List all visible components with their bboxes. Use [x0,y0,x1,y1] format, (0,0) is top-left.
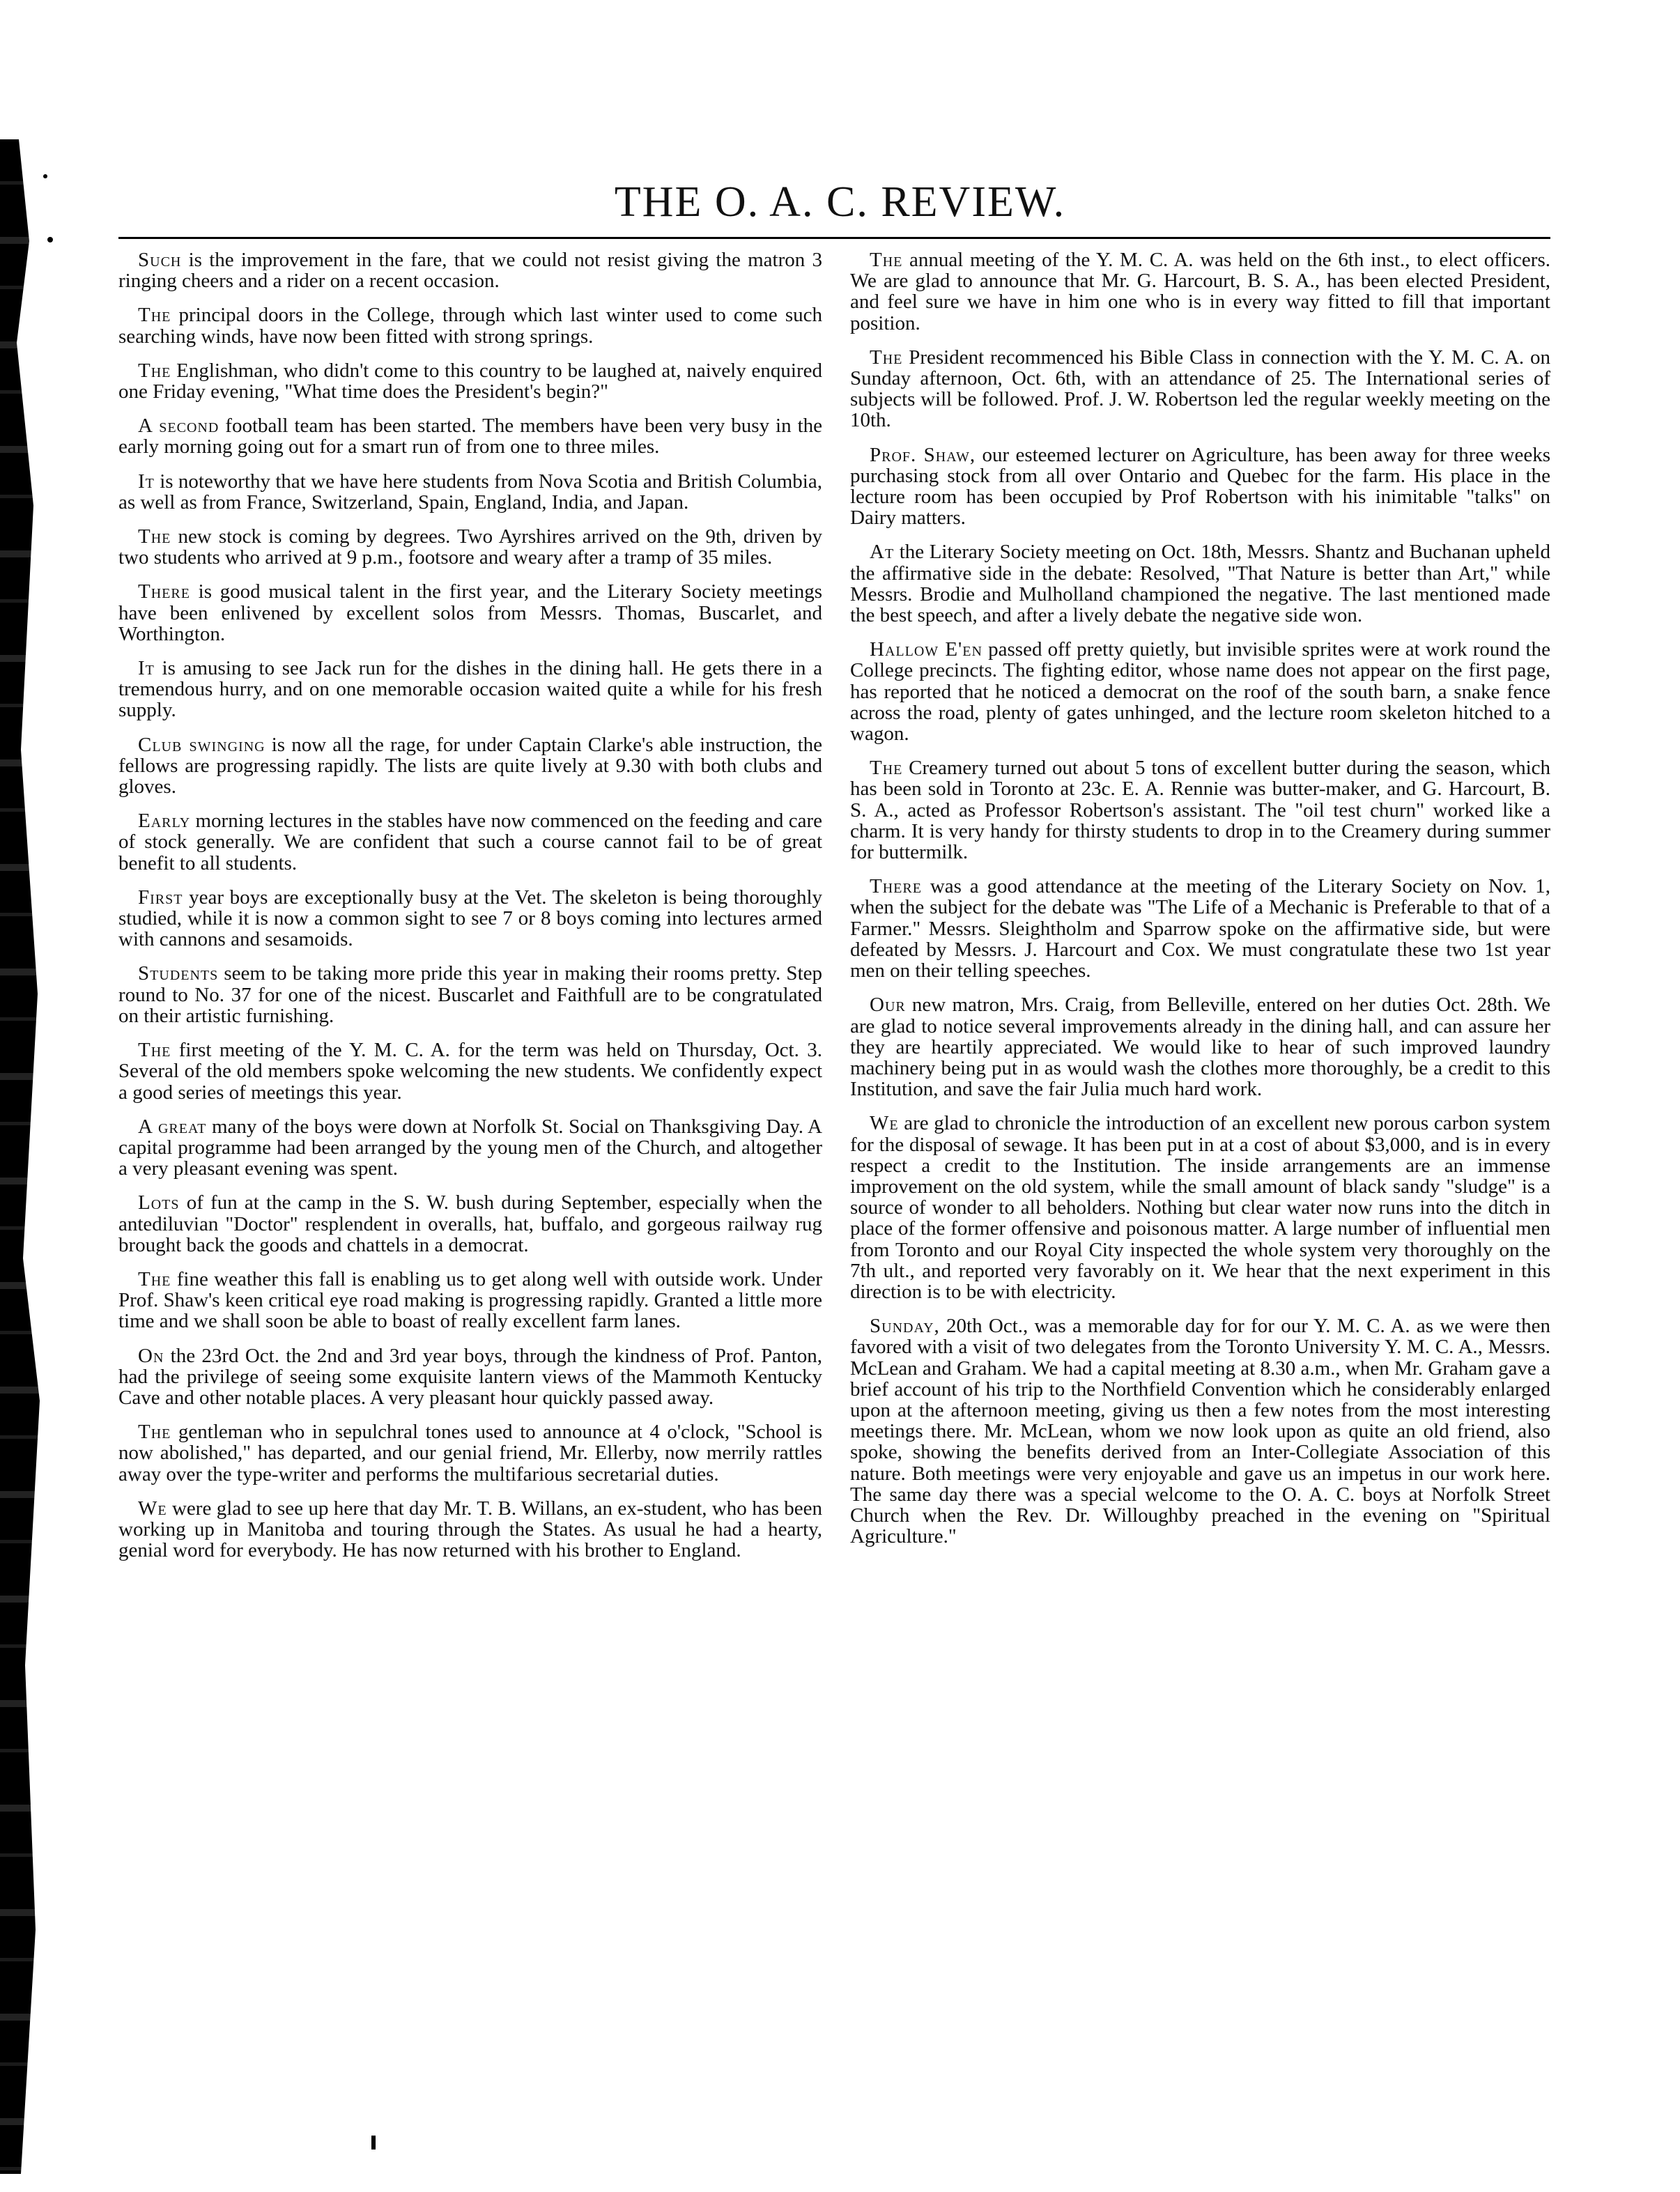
article-paragraph [118,1040,822,1103]
paragraph-text: fine weather this fall is enabling us to get along well with outside work. Under Prof. Shaw's keen critical eye road making is progressing rapidly. Granted a little more time and we shall soon be able to boast of really excellent farm lanes. [118,1267,822,1333]
article-paragraph [850,876,1550,981]
paragraph-lead: The [870,249,903,271]
paragraph-lead: A great [138,1115,207,1138]
paragraph-lead: We [870,1112,899,1135]
article-paragraph [118,1421,822,1485]
article-paragraph [118,887,822,950]
paragraph-lead: On [138,1344,164,1367]
article-paragraph [850,249,1550,334]
paragraph-lead: The [138,359,171,382]
paragraph-lead: There [138,580,190,603]
article-paragraph [118,1192,822,1256]
article-paragraph [118,1345,822,1409]
scan-binding-edge [0,139,42,2174]
paragraph-lead: Club swinging [138,733,265,756]
article-paragraph [118,658,822,721]
paragraph-text: is now all the rage, for under Captain Clarke's able instruction, the fellows are progressing rapidly. The lists are quite lively at 9.30 with both clubs and gloves. [118,733,822,798]
paragraph-text: was a good attendance at the meeting of the Literary Society on Nov. 1, when the subject for the debate was "The Life of a Mechanic is Preferable to that of a Farmer." Messrs. Sleightholm and Sparrow spoke on the affirmative side, but were defeated by Messrs. J. Harcourt and Cox. We must congratulate these two 1st year men on their telling speeches. [850,875,1550,982]
paragraph-text: annual meeting of the Y. M. C. A. was held on the 6th inst., to elect officers. We are glad to announce that Mr. G. Harcourt, B. S. A., has been elected President, and feel sure we have in him one who is in every way fitted to fill that important position. [850,249,1550,334]
paragraph-text: Englishman, who didn't come to this country to be laughed at, naively enquired one Friday evening, "What time does the President's begin?" [118,359,822,403]
article-paragraph [118,304,822,346]
right-column [850,249,1550,1560]
article-paragraph [118,1269,822,1332]
article-paragraph [850,1315,1550,1547]
paragraph-text: new matron, Mrs. Craig, from Belleville, entered on her duties Oct. 28th. We are glad to notice several improvements already in the dining hall, and can assure her they are heartily appreciated. We would like to hear of such improved laundry machinery being put in as would wash the clothes more thoroughly, be a credit to this Institution, and save the fair Julia much hard work. [850,994,1550,1101]
paragraph-text: first meeting of the Y. M. C. A. for the term was held on Thursday, Oct. 3. Several of the old members spoke welcoming the new students. We confidently expect a good series of meetings this year. [118,1039,822,1104]
paragraph-text: the 23rd Oct. the 2nd and 3rd year boys, through the kindness of Prof. Panton, had the privilege of seeing some exquisite lantern views of the Mammoth Kentucky Cave and other notable places. A very pleasant hour quickly passed away. [118,1344,822,1409]
paragraph-text: our esteemed lecturer on Agriculture, has been away for three weeks purchasing stock from all over Ontario and Quebec for the farm. His place in the lecture room has been occupied by Prof Robertson with his inimitable "talks" on Dairy matters. [850,443,1550,530]
paragraph-lead: Early [138,810,191,833]
paragraph-lead: Hallow E'en [870,638,982,661]
paragraph-lead: A second [138,415,219,438]
paragraph-lead: It [138,470,155,493]
paragraph-text: is noteworthy that we have here students from Nova Scotia and British Columbia, as well as from France, Switzerland, Spain, England, India, and Japan. [118,470,822,514]
paragraph-lead: Such [138,249,182,271]
paragraph-lead: It [138,657,155,680]
article-paragraph [850,445,1550,529]
paragraph-lead: The [870,346,903,369]
paragraph-text: are glad to chronicle the introduction of an excellent new porous carbon system for the disposal of sewage. It has been put in at a cost of about $3,000, and is in every respect a credit to the Institution. The inside arrangements are an immense improvement on the old system, while the small amount of black sandy "sludge" is a source of wonder to all beholders. Nothing but clear water now runs into the ditch in place of the former offensive and poisonous matter. A large number of influential men from Toronto and our Royal City inspected the whole system very thoroughly on the 7th ult., and reported very favorably on it. We hear that the next experiment in this direction is to be with electricity. [850,1112,1550,1303]
paragraph-text: principal doors in the College, through which last winter used to come such searching winds, have now been fitted with strong springs. [118,304,822,348]
article-paragraph [850,757,1550,863]
article-paragraph [118,734,822,798]
article-paragraph [850,347,1550,431]
paragraph-text: passed off pretty quietly, but invisible sprites were at work round the College precincts. The fighting editor, whose name does not appear on the first page, has reported that he noticed a democrat on the roof of the south barn, a snake fence across the road, plenty of gates unhinged, and the lecture room skeleton hitched to a wagon. [850,638,1550,746]
paragraph-text: the Literary Society meeting on Oct. 18th, Messrs. Shantz and Buchanan upheld the affirmative side in the debate: Resolved, "That Nature is better than Art," while Messrs. Brodie and Mulholland championed the negative. The last mentioned made the best speech, and after a lively debate the negative side won. [850,541,1550,627]
paragraph-lead: Prof. Shaw, [870,443,976,466]
paragraph-text: Creamery turned out about 5 tons of excellent butter during the season, which has been sold in Toronto at 23c. E. A. Rennie was butter-maker, and G. Harcourt, B. S. A., acted as Professor Robertson's assistant. The "oil test churn" worked like a charm. It is very handy for thirsty students to drop in to the Creamery during summer for buttermilk. [850,757,1550,864]
paragraph-text: President recommenced his Bible Class in connection with the Y. M. C. A. on Sunday afternoon, Oct. 6th, with an attendance of 25. The International series of subjects will be followed. Prof. J. W. Robertson led the regular weekly meeting on the 10th. [850,346,1550,432]
paragraph-lead: Lots [138,1191,180,1214]
article-paragraph [850,1113,1550,1302]
paragraph-text: football team has been started. The members have been very busy in the early morning going out for a smart run of from one to three miles. [118,415,822,458]
article-paragraph [118,963,822,1026]
paragraph-lead: The [138,304,171,327]
paragraph-lead: The [138,1267,171,1290]
scan-speck [371,2136,376,2149]
article-paragraph [850,639,1550,744]
paragraph-lead: We [138,1497,167,1520]
article-paragraph [118,1116,822,1180]
article-paragraph [118,581,822,645]
article-paragraph [850,541,1550,626]
paragraph-text: is amusing to see Jack run for the dishes in the dining hall. He gets there in a tremendous hurry, and on one memorable occasion waited quite a while for his fresh supply. [118,657,822,722]
paragraph-text: seem to be taking more pride this year in making their rooms pretty. Step round to No. 37 for one of the nicest. Buscarlet and Faithfull are to be congratulated on their artistic furnishing. [118,962,822,1027]
paragraph-text: were glad to see up here that day Mr. T. B. Willans, an ex-student, who has been working up in Manitoba and touring through the States. As usual he had a hearty, genial word for everybody. He has now returned with his brother to England. [118,1497,822,1562]
page-title: THE O. A. C. REVIEW. [614,178,1066,226]
paragraph-lead: First [138,886,183,909]
article-paragraph [118,1498,822,1561]
paragraph-lead: There [870,875,922,898]
paragraph-text: is good musical talent in the first year, and the Literary Society meetings have been enlivened by excellent solos from Messrs. Thomas, Buscarlet, and Worthington. [118,580,822,645]
paragraph-text: morning lectures in the stables have now commenced on the feeding and care of stock generally. We are confident that such a course cannot fail to be of great benefit to all students. [118,810,822,874]
paragraph-lead: The [138,525,171,548]
article-paragraph [118,526,822,568]
scan-speck [47,237,53,242]
paragraph-lead: At [870,541,895,564]
article-paragraph [118,360,822,402]
paragraph-lead: The [138,1421,171,1444]
paragraph-lead: The [870,757,903,780]
article-paragraph [118,249,822,291]
paragraph-lead: Sunday, [870,1315,940,1338]
header-rule [118,237,1550,239]
paragraph-lead: Students [138,962,219,985]
paragraph-text: gentleman who in sepulchral tones used to announce at 4 o'clock, "School is now abolished," has departed, and our genial friend, Mr. Ellerby, now merrily rattles away over the type-writer and performs the multifarious secretarial duties. [118,1421,822,1485]
paragraph-text: of fun at the camp in the S. W. bush during September, especially when the antediluvian "Doctor" resplendent in overalls, hat, buffalo, and gorgeous railway rug brought back the goods and chattels in a democrat. [118,1191,822,1256]
paragraph-text: many of the boys were down at Norfolk St. Social on Thanksgiving Day. A capital programme had been arranged by the young men of the Church, and altogether a very pleasant evening was spent. [118,1115,822,1180]
paragraph-lead: Our [870,994,906,1017]
article-paragraph [118,415,822,457]
paragraph-text: year boys are exceptionally busy at the Vet. The skeleton is being thoroughly studied, while it is now a common sight to see 7 or 8 boys coming into lectures armed with cannons and sesamoids. [118,886,822,951]
article-paragraph [118,810,822,874]
left-column [118,249,822,1574]
paragraph-lead: The [138,1039,171,1062]
paragraph-text: new stock is coming by degrees. Two Ayrshires arrived on the 9th, driven by two students who arrived at 9 p.m., footsore and weary after a tramp of 35 miles. [118,525,822,569]
paragraph-text: 20th Oct., was a memorable day for for our Y. M. C. A. as we were then favored with a visit of two delegates from the Toronto University Y. M. C. A., Messrs. McLean and Graham. We had a capital meeting at 8.30 a.m., when Mr. Graham gave a brief account of his trip to the Northfield Convention which he considerably enlarged upon at the afternoon meeting, giving us then a few notes from the most interesting meetings there. Mr. McLean, whom we now look upon as quite an old friend, also spoke, showing the benefits derived from an Inter-Collegiate Association of this nature. Both meetings were very enjoyable and gave us an impetus in our work here. The same day there was a special welcome to the O. A. C. boys at Norfolk Street Church when the Rev. Dr. Willoughby preached in the evening on "Spiritual Agriculture." [850,1315,1550,1548]
paragraph-text: is the improvement in the fare, that we could not resist giving the matron 3 ringing cheers and a rider on a recent occasion. [118,249,822,293]
article-paragraph [118,471,822,513]
article-paragraph [850,994,1550,1099]
